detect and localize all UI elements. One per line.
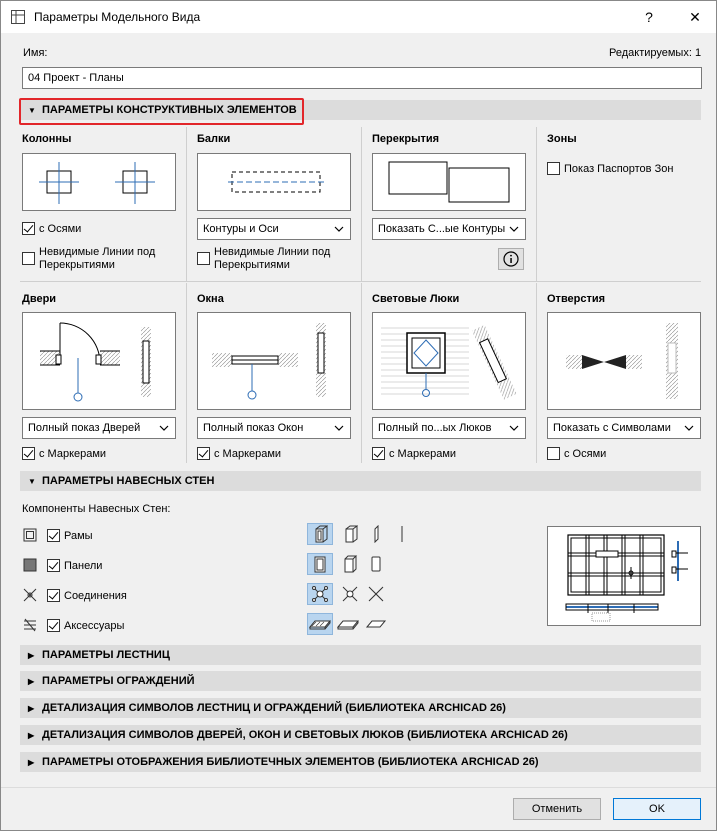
accessory-flat-icon <box>365 617 387 631</box>
beams-title: Балки <box>197 133 231 145</box>
divider <box>536 127 537 281</box>
divider <box>20 281 701 282</box>
chevron-down-icon <box>334 422 344 434</box>
panel-detail-full-button[interactable] <box>307 553 333 575</box>
skylights-title: Световые Люки <box>372 293 460 305</box>
help-button[interactable]: ? <box>645 9 653 25</box>
accessory-detail-medium-button[interactable] <box>335 613 361 635</box>
openings-select-value: Показать с Символами <box>553 422 671 434</box>
beams-preview <box>197 153 351 211</box>
accessory-simple-icon <box>337 617 359 631</box>
junction-line-icon <box>367 585 385 603</box>
junction-full-icon <box>311 585 329 603</box>
accessory-detail-low-button[interactable] <box>363 613 389 635</box>
windows-select[interactable] <box>197 417 351 439</box>
frames-checkbox[interactable] <box>47 529 60 542</box>
slabs-info-button[interactable] <box>498 248 524 270</box>
accessory-icon <box>23 618 37 632</box>
name-label: Имя: <box>23 47 48 59</box>
panel-detail-medium-button[interactable] <box>337 553 363 575</box>
frames-label: Рамы <box>64 530 93 542</box>
name-field[interactable]: 04 Проект - Планы <box>22 67 702 89</box>
openings-axes-label: с Осями <box>564 448 607 460</box>
accessories-label: Аксессуары <box>64 620 125 632</box>
divider <box>186 127 187 281</box>
skylights-markers-label: с Маркерами <box>389 448 457 460</box>
divider <box>536 283 537 463</box>
skylights-markers-checkbox[interactable] <box>372 447 385 460</box>
chevron-down-icon <box>509 223 519 235</box>
section-library-label: ПАРАМЕТРЫ ОТОБРАЖЕНИЯ БИБЛИОТЕЧНЫХ ЭЛЕМЕНТОВ (БИБЛИОТЕКА ARCHICAD 26) <box>42 756 539 768</box>
doors-title: Двери <box>22 293 57 305</box>
beams-select-value: Контуры и Оси <box>203 223 279 235</box>
highlight-box <box>19 98 304 125</box>
beams-hidden-label: Невидимые Линии под Перекрытиями <box>214 246 331 271</box>
divider <box>186 283 187 463</box>
windows-preview <box>197 312 351 410</box>
columns-axes-checkbox[interactable] <box>22 222 35 235</box>
chevron-right-icon: ▶ <box>28 730 35 740</box>
accessory-3d-icon <box>309 617 331 631</box>
junction-detail-medium-button[interactable] <box>337 583 363 605</box>
footer-divider <box>1 787 716 788</box>
doors-markers-checkbox[interactable] <box>22 447 35 460</box>
chevron-right-icon: ▶ <box>28 703 35 713</box>
slabs-select-value: Показать С...ые Контуры <box>378 223 506 235</box>
panel-outline-icon <box>368 555 384 573</box>
doors-select-value: Полный показ Дверей <box>28 422 141 434</box>
app-icon <box>10 9 26 25</box>
section-door-symbols[interactable] <box>20 725 701 745</box>
windows-markers-checkbox[interactable] <box>197 447 210 460</box>
divider <box>361 127 362 281</box>
panels-checkbox[interactable] <box>47 559 60 572</box>
section-structural-label: ПАРАМЕТРЫ КОНСТРУКТИВНЫХ ЭЛЕМЕНТОВ <box>42 104 297 116</box>
panel-icon <box>23 558 37 572</box>
zones-stamps-checkbox[interactable] <box>547 162 560 175</box>
skylights-select[interactable] <box>372 417 526 439</box>
chevron-right-icon: ▶ <box>28 650 35 660</box>
frame-line-icon <box>394 525 410 543</box>
frame-thin-icon <box>368 525 384 543</box>
windows-title: Окна <box>197 293 224 305</box>
section-stair-symbols[interactable] <box>20 698 701 718</box>
doors-select[interactable] <box>22 417 176 439</box>
doors-markers-label: с Маркерами <box>39 448 107 460</box>
slabs-select[interactable] <box>372 218 526 240</box>
skylights-select-value: Полный по...ых Люков <box>378 422 492 434</box>
openings-preview <box>547 312 701 410</box>
chevron-down-icon <box>684 422 694 434</box>
close-button[interactable]: ✕ <box>689 8 701 25</box>
frame-simple-icon <box>342 525 358 543</box>
title-bar <box>1 1 716 33</box>
panel-3d-icon <box>312 555 328 573</box>
junctions-checkbox[interactable] <box>47 589 60 602</box>
chevron-down-icon: ▼ <box>28 476 36 486</box>
beams-select[interactable] <box>197 218 351 240</box>
beams-hidden-checkbox[interactable] <box>197 252 210 265</box>
curtain-preview <box>547 526 701 626</box>
frame-icon <box>23 528 37 542</box>
frame-detail-medium-button[interactable] <box>337 523 363 545</box>
junctions-label: Соединения <box>64 590 127 602</box>
divider <box>361 283 362 463</box>
columns-hidden-label: Невидимые Линии под Перекрытиями <box>39 246 156 271</box>
cancel-button[interactable]: Отменить <box>513 798 601 820</box>
section-stairs-label: ПАРАМЕТРЫ ЛЕСТНИЦ <box>42 649 170 661</box>
section-railings-label: ПАРАМЕТРЫ ОГРАЖДЕНИЙ <box>42 675 195 687</box>
curtain-components-label: Компоненты Навесных Стен: <box>22 503 171 515</box>
columns-hidden-checkbox[interactable] <box>22 252 35 265</box>
columns-preview <box>22 153 176 211</box>
section-library[interactable] <box>20 752 701 772</box>
chevron-right-icon: ▶ <box>28 676 35 686</box>
openings-title: Отверстия <box>547 293 606 305</box>
chevron-down-icon <box>159 422 169 434</box>
frame-detail-low-button[interactable] <box>363 523 389 545</box>
columns-title: Колонны <box>22 133 72 145</box>
junction-icon <box>23 588 37 602</box>
panel-simple-icon <box>342 555 358 573</box>
ok-button[interactable]: OK <box>613 798 701 820</box>
columns-axes-label: с Осями <box>39 223 82 235</box>
info-icon <box>503 251 519 267</box>
section-door-symbols-label: ДЕТАЛИЗАЦИЯ СИМВОЛОВ ДВЕРЕЙ, ОКОН И СВЕТОВЫХ ЛЮКОВ (БИБЛИОТЕКА ARCHICAD 26) <box>42 729 568 741</box>
slabs-title: Перекрытия <box>372 133 440 145</box>
junction-detail-low-button[interactable] <box>363 583 389 605</box>
section-stairs[interactable] <box>20 645 701 665</box>
section-curtain-label: ПАРАМЕТРЫ НАВЕСНЫХ СТЕН <box>42 475 215 487</box>
zones-stamps-label: Показ Паспортов Зон <box>564 163 674 175</box>
openings-axes-checkbox[interactable] <box>547 447 560 460</box>
window-title: Параметры Модельного Вида <box>34 10 201 24</box>
accessories-checkbox[interactable] <box>47 619 60 632</box>
junction-simple-icon <box>341 585 359 603</box>
frame-3d-icon <box>312 525 328 543</box>
editable-count: Редактируемых: 1 <box>609 47 702 59</box>
panel-detail-low-button[interactable] <box>363 553 389 575</box>
junction-detail-full-button[interactable] <box>307 583 333 605</box>
slabs-preview <box>372 153 526 211</box>
frame-detail-full-button[interactable] <box>307 523 333 545</box>
panels-label: Панели <box>64 560 103 572</box>
skylights-preview <box>372 312 526 410</box>
section-stair-symbols-label: ДЕТАЛИЗАЦИЯ СИМВОЛОВ ЛЕСТНИЦ И ОГРАЖДЕНИЙ (БИБЛИОТЕКА ARCHICAD 26) <box>42 702 506 714</box>
chevron-right-icon: ▶ <box>28 757 35 767</box>
section-railings[interactable] <box>20 671 701 691</box>
frame-detail-line-button[interactable] <box>389 523 415 545</box>
chevron-down-icon: ▼ <box>28 105 36 115</box>
zones-title: Зоны <box>547 133 577 145</box>
windows-select-value: Полный показ Окон <box>203 422 304 434</box>
chevron-down-icon <box>334 223 344 235</box>
openings-select[interactable] <box>547 417 701 439</box>
chevron-down-icon <box>509 422 519 434</box>
doors-preview <box>22 312 176 410</box>
accessory-detail-full-button[interactable] <box>307 613 333 635</box>
section-curtain[interactable] <box>20 471 701 491</box>
windows-markers-label: с Маркерами <box>214 448 282 460</box>
